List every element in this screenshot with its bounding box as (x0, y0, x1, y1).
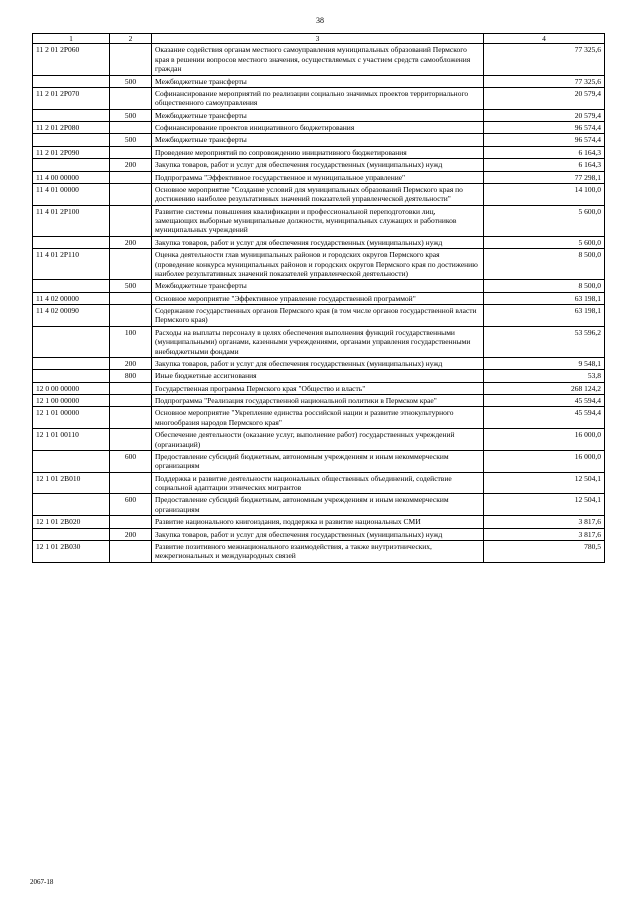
row-expense-type-cell (110, 87, 152, 109)
column-header-name: 3 (152, 34, 484, 44)
table-row (33, 183, 605, 205)
row-amount-cell: 20 579,4 (484, 87, 605, 109)
row-expense-type-cell: 500 (110, 109, 152, 121)
row-name-cell: Межбюджетные трансферты (152, 75, 484, 87)
page-number: 38 (316, 16, 324, 25)
row-code-cell: 11 4 01 2P110 (33, 249, 110, 280)
row-expense-type-cell: 200 (110, 528, 152, 540)
row-code-cell (33, 528, 110, 540)
row-name-cell: Межбюджетные трансферты (152, 280, 484, 292)
table-row (33, 109, 605, 121)
row-expense-type-cell: 200 (110, 357, 152, 369)
table-row (33, 75, 605, 87)
row-expense-type-cell (110, 183, 152, 205)
row-name-cell: Оказание содействия органам местного самоуправления муниципальных образований Пермского края в решении вопросов местного значения, осуществляемых с участием средств самообложения граждан (152, 44, 484, 75)
row-expense-type-cell (110, 382, 152, 394)
row-name-cell: Закупка товаров, работ и услуг для обеспечения государственных (муниципальных) нужд (152, 159, 484, 171)
table-row (33, 292, 605, 304)
row-name-cell: Закупка товаров, работ и услуг для обеспечения государственных (муниципальных) нужд (152, 236, 484, 248)
row-amount-cell: 53,8 (484, 370, 605, 382)
row-expense-type-cell: 500 (110, 280, 152, 292)
row-name-cell: Развитие позитивного межнационального взаимодействия, а также внутриэтнических, межрегиональных и международных связей (152, 540, 484, 562)
row-name-cell: Закупка товаров, работ и услуг для обеспечения государственных (муниципальных) нужд (152, 528, 484, 540)
table-row (33, 370, 605, 382)
row-amount-cell: 12 504,1 (484, 472, 605, 494)
row-amount-cell: 96 574,4 (484, 122, 605, 134)
row-expense-type-cell (110, 171, 152, 183)
row-amount-cell: 12 504,1 (484, 494, 605, 516)
row-amount-cell: 3 817,6 (484, 516, 605, 528)
row-expense-type-cell: 500 (110, 134, 152, 146)
row-expense-type-cell: 200 (110, 159, 152, 171)
table-row (33, 407, 605, 429)
row-name-cell: Софинансирование проектов инициативного бюджетирования (152, 122, 484, 134)
row-amount-cell: 16 000,0 (484, 429, 605, 451)
row-amount-cell: 45 594,4 (484, 395, 605, 407)
row-amount-cell: 6 164,3 (484, 146, 605, 158)
document-code: 2067-18 (30, 878, 54, 886)
table-row (33, 305, 605, 327)
row-expense-type-cell (110, 472, 152, 494)
table-row (33, 249, 605, 280)
row-expense-type-cell: 600 (110, 450, 152, 472)
column-header-amount: 4 (484, 34, 605, 44)
row-name-cell: Поддержка и развитие деятельности национальных общественных объединений, содействие социальной адаптации этнических мигрантов (152, 472, 484, 494)
row-code-cell: 12 1 01 00000 (33, 407, 110, 429)
row-name-cell: Предоставление субсидий бюджетным, автономным учреждениям и иным некоммерческим организациям (152, 494, 484, 516)
row-code-cell (33, 494, 110, 516)
table-row (33, 159, 605, 171)
row-expense-type-cell (110, 122, 152, 134)
row-expense-type-cell (110, 44, 152, 75)
row-amount-cell: 3 817,6 (484, 528, 605, 540)
row-expense-type-cell (110, 292, 152, 304)
table-row (33, 171, 605, 183)
row-code-cell: 12 1 01 2B020 (33, 516, 110, 528)
table-row (33, 494, 605, 516)
row-name-cell: Обеспечение деятельности (оказание услуг, выполнение работ) государственных учреждений (организаций) (152, 429, 484, 451)
table-row (33, 87, 605, 109)
table-row (33, 122, 605, 134)
row-code-cell: 11 4 01 00000 (33, 183, 110, 205)
row-name-cell: Иные бюджетные ассигнования (152, 370, 484, 382)
row-code-cell (33, 159, 110, 171)
row-amount-cell: 45 594,4 (484, 407, 605, 429)
row-code-cell (33, 326, 110, 357)
row-name-cell: Основное мероприятие "Создание условий для муниципальных образований Пермского края по достижению наиболее результативных значений показателей управленческой деятельности" (152, 183, 484, 205)
row-name-cell: Закупка товаров, работ и услуг для обеспечения государственных (муниципальных) нужд (152, 357, 484, 369)
row-expense-type-cell (110, 146, 152, 158)
row-amount-cell: 16 000,0 (484, 450, 605, 472)
row-expense-type-cell (110, 205, 152, 236)
table-row (33, 146, 605, 158)
row-name-cell: Развитие системы повышения квалификации и профессиональной переподготовки лиц, замещающих выборные муниципальные должности, муниципальных служащих и работников муниципальных учреждений (152, 205, 484, 236)
table-row (33, 205, 605, 236)
row-amount-cell: 53 596,2 (484, 326, 605, 357)
column-header-expense-type: 2 (110, 34, 152, 44)
row-amount-cell: 77 325,6 (484, 75, 605, 87)
row-code-cell (33, 236, 110, 248)
row-name-cell: Расходы на выплаты персоналу в целях обеспечения выполнения функций государственными (муниципальными) органами, казенными учреждениями, органами управления государственными внебюджетными фондами (152, 326, 484, 357)
row-expense-type-cell (110, 516, 152, 528)
row-name-cell: Развитие национального книгоиздания, поддержка и развитие национальных СМИ (152, 516, 484, 528)
row-name-cell: Основное мероприятие "Эффективное управление государственной программой" (152, 292, 484, 304)
row-expense-type-cell (110, 305, 152, 327)
row-code-cell: 11 2 01 2P060 (33, 44, 110, 75)
row-name-cell: Софинансирование мероприятий по реализации социально значимых проектов территориального общественного самоуправления (152, 87, 484, 109)
row-code-cell (33, 75, 110, 87)
row-expense-type-cell: 800 (110, 370, 152, 382)
row-code-cell (33, 357, 110, 369)
row-code-cell: 12 1 00 00000 (33, 395, 110, 407)
row-expense-type-cell (110, 407, 152, 429)
row-expense-type-cell: 600 (110, 494, 152, 516)
row-name-cell: Оценка деятельности глав муниципальных районов и городских округов Пермского края (проведение конкурса муниципальных районов и городских округов Пермского края по достижению наиболее результативных значений показателей управленческой деятельности) (152, 249, 484, 280)
row-expense-type-cell (110, 249, 152, 280)
row-code-cell: 11 4 02 00090 (33, 305, 110, 327)
row-amount-cell: 8 500,0 (484, 249, 605, 280)
table-row (33, 429, 605, 451)
table-row (33, 540, 605, 562)
row-code-cell: 12 0 00 00000 (33, 382, 110, 394)
row-code-cell: 11 4 02 00000 (33, 292, 110, 304)
column-header-code: 1 (33, 34, 110, 44)
row-amount-cell: 9 548,1 (484, 357, 605, 369)
row-amount-cell: 5 600,0 (484, 205, 605, 236)
row-code-cell (33, 280, 110, 292)
row-name-cell: Подпрограмма "Реализация государственной национальной политики в Пермском крае" (152, 395, 484, 407)
row-amount-cell: 6 164,3 (484, 159, 605, 171)
row-code-cell: 11 2 01 2P080 (33, 122, 110, 134)
row-amount-cell: 8 500,0 (484, 280, 605, 292)
row-code-cell: 12 1 01 2B030 (33, 540, 110, 562)
table-row (33, 395, 605, 407)
row-name-cell: Содержание государственных органов Пермского края (в том числе органов государственной власти Пермского края) (152, 305, 484, 327)
row-name-cell: Основное мероприятие "Укрепление единства российской нации и развитие этнокультурного многообразия народов Пермского края" (152, 407, 484, 429)
row-expense-type-cell: 500 (110, 75, 152, 87)
row-code-cell (33, 370, 110, 382)
row-expense-type-cell (110, 540, 152, 562)
table-row (33, 357, 605, 369)
row-code-cell (33, 134, 110, 146)
row-amount-cell: 14 100,0 (484, 183, 605, 205)
row-code-cell: 12 1 01 2B010 (33, 472, 110, 494)
row-code-cell: 11 2 01 2P070 (33, 87, 110, 109)
row-code-cell: 12 1 01 00110 (33, 429, 110, 451)
row-expense-type-cell (110, 429, 152, 451)
row-name-cell: Подпрограмма "Эффективное государственное и муниципальное управление" (152, 171, 484, 183)
row-amount-cell: 20 579,4 (484, 109, 605, 121)
row-name-cell: Предоставление субсидий бюджетным, автономным учреждениям и иным некоммерческим организациям (152, 450, 484, 472)
table-row (33, 236, 605, 248)
row-amount-cell: 63 198,1 (484, 305, 605, 327)
row-name-cell: Межбюджетные трансферты (152, 109, 484, 121)
table-row (33, 382, 605, 394)
row-amount-cell: 268 124,2 (484, 382, 605, 394)
table-row (33, 44, 605, 75)
table-row (33, 450, 605, 472)
row-name-cell: Проведение мероприятий по сопровождению инициативного бюджетирования (152, 146, 484, 158)
table-row (33, 134, 605, 146)
row-code-cell (33, 450, 110, 472)
row-expense-type-cell (110, 395, 152, 407)
row-expense-type-cell: 200 (110, 236, 152, 248)
budget-table (32, 33, 605, 563)
row-amount-cell: 63 198,1 (484, 292, 605, 304)
row-name-cell: Межбюджетные трансферты (152, 134, 484, 146)
row-code-cell (33, 109, 110, 121)
table-row (33, 516, 605, 528)
row-amount-cell: 77 325,6 (484, 44, 605, 75)
row-amount-cell: 5 600,0 (484, 236, 605, 248)
table-row (33, 280, 605, 292)
table-row (33, 326, 605, 357)
table-header-row (33, 34, 605, 44)
row-expense-type-cell: 100 (110, 326, 152, 357)
table-row (33, 472, 605, 494)
row-name-cell: Государственная программа Пермского края "Общество и власть" (152, 382, 484, 394)
row-code-cell: 11 4 01 2P100 (33, 205, 110, 236)
table-row (33, 528, 605, 540)
row-code-cell: 11 2 01 2P090 (33, 146, 110, 158)
row-amount-cell: 77 298,1 (484, 171, 605, 183)
row-code-cell: 11 4 00 00000 (33, 171, 110, 183)
row-amount-cell: 780,5 (484, 540, 605, 562)
row-amount-cell: 96 574,4 (484, 134, 605, 146)
